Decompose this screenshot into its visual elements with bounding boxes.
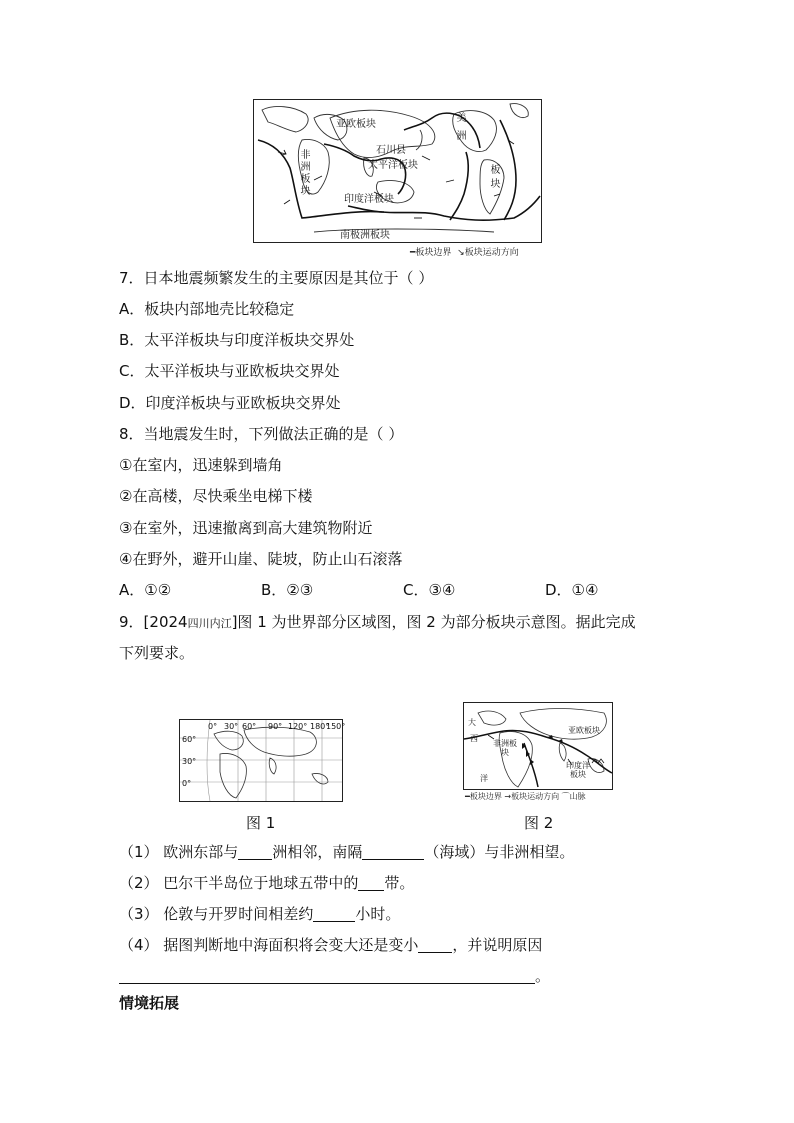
figure-2-legend bbox=[465, 791, 586, 802]
q9-sub-2 bbox=[119, 873, 414, 893]
q9-sub-1-b: 洲相邻，南隔 bbox=[272, 843, 363, 861]
plate-map bbox=[253, 99, 542, 243]
figure-1-drawing bbox=[180, 720, 342, 801]
fig2-label-indian bbox=[564, 761, 592, 779]
q9-sub-3-b: 小时。 bbox=[355, 905, 401, 923]
boundary-legend-icon: ━ bbox=[410, 248, 416, 258]
q9-sub-3-blank[interactable] bbox=[313, 905, 355, 922]
q9-stem-text: ]图 1 为世界部分区域图，图 2 为部分板块示意图。据此完成 bbox=[231, 613, 636, 631]
american-char-3: 板 bbox=[490, 165, 501, 176]
legend-motion: 板块运动方向 bbox=[464, 248, 519, 258]
fig1-lon-0: 0° bbox=[208, 722, 218, 731]
plate-map-legend bbox=[410, 245, 519, 258]
q9-sub-3 bbox=[119, 904, 400, 924]
fig1-lat-60: 60° bbox=[182, 735, 197, 744]
q7-option-c[interactable]: C．太平洋板块与亚欧板块交界处 bbox=[119, 362, 340, 380]
q9-sub-4-b: ，并说明原因 bbox=[452, 936, 543, 954]
fig2-legend-boundary: 板块边界 bbox=[469, 792, 502, 801]
q9-sub-3-a: （3） 伦敦与开罗时间相差约 bbox=[119, 905, 314, 923]
q8-item-3: ③在室外，迅速撤离到高大建筑物附近 bbox=[119, 519, 373, 537]
q8-options bbox=[119, 580, 687, 600]
american-char-1: 美 bbox=[456, 113, 467, 124]
q7-option-d[interactable]: D．印度洋板块与亚欧板块交界处 bbox=[119, 394, 341, 412]
label-pacific-plate: 太平洋板块 bbox=[368, 160, 418, 171]
q8-option-c[interactable]: C．③④ bbox=[403, 581, 456, 599]
figure-1-map bbox=[179, 719, 346, 802]
fig1-lon-150: 150° bbox=[326, 722, 346, 731]
fig1-lon-120: 120° bbox=[288, 722, 308, 731]
label-american-plate-bottom bbox=[490, 164, 501, 192]
african-char-3: 板 bbox=[300, 174, 311, 185]
q8-option-a[interactable]: A．①② bbox=[119, 581, 172, 599]
q8-option-d[interactable]: D．①④ bbox=[545, 581, 599, 599]
legend-boundary: 板块边界 bbox=[415, 248, 452, 258]
fig2-mountain-icon: ⌒ bbox=[561, 792, 570, 801]
fig2-legend-motion: 板块运动方向 bbox=[511, 792, 560, 801]
fig1-lon-90: 90° bbox=[268, 722, 283, 731]
q8-item-2: ②在高楼，尽快乘坐电梯下楼 bbox=[119, 487, 313, 505]
fig2-motion-icon: → bbox=[504, 792, 512, 801]
label-african-plate bbox=[300, 150, 311, 198]
q7-option-a[interactable]: A．板块内部地壳比较稳定 bbox=[119, 300, 295, 318]
fig2-label-african bbox=[490, 739, 520, 757]
fig1-lon-60: 60° bbox=[242, 722, 257, 731]
q9-end-mark: 。 bbox=[535, 967, 551, 985]
q9-sub-4 bbox=[119, 935, 542, 955]
fig2-african-text: 非洲板块 bbox=[493, 739, 517, 757]
q9-sub-1-blank-sea[interactable] bbox=[362, 843, 424, 860]
q8-option-b[interactable]: B．②③ bbox=[261, 581, 314, 599]
african-char-2: 洲 bbox=[300, 162, 311, 173]
american-char-2: 洲 bbox=[456, 131, 467, 142]
q8-stem: 8．当地震发生时，下列做法正确的是（ ） bbox=[119, 425, 404, 443]
label-american-plate-top bbox=[456, 110, 467, 146]
fig2-legend-mountain: 山脉 bbox=[569, 792, 586, 801]
label-antarctic-plate: 南极洲板块 bbox=[340, 230, 390, 241]
label-ishikawa: 石川县 bbox=[376, 145, 406, 156]
fig2-atlantic-1: 大 bbox=[468, 718, 476, 727]
q9-stem-line2: 下列要求。 bbox=[119, 644, 195, 662]
q7-option-b[interactable]: B．太平洋板块与印度洋板块交界处 bbox=[119, 331, 355, 349]
q9-stem bbox=[119, 612, 636, 634]
fig2-boundary-icon: ━ bbox=[465, 792, 470, 801]
q9-sub-4-a: （4） 据图判断地中海面积将会变大还是变小 bbox=[119, 936, 419, 954]
q9-sub-2-blank[interactable] bbox=[358, 874, 384, 891]
q9-sub-4-answer-line bbox=[119, 966, 550, 986]
african-char-4: 块 bbox=[300, 186, 311, 197]
figure-1-caption: 图 1 bbox=[246, 814, 276, 832]
q9-sub-4-blank[interactable] bbox=[418, 936, 452, 953]
q9-sub-1-a: （1） 欧洲东部与 bbox=[119, 843, 239, 861]
figure-2-map bbox=[463, 702, 613, 790]
fig2-atlantic-3: 洋 bbox=[480, 774, 488, 783]
fig2-atlantic-2: 西 bbox=[470, 734, 478, 743]
q7-stem: 7．日本地震频繁发生的主要原因是其位于（ ） bbox=[119, 269, 434, 287]
q9-sub-1-blank-continent[interactable] bbox=[238, 843, 272, 860]
american-char-4: 块 bbox=[490, 179, 501, 190]
q8-item-1: ①在室内，迅速躲到墙角 bbox=[119, 456, 283, 474]
fig2-indian-text: 印度洋板块 bbox=[566, 761, 590, 779]
african-char-1: 非 bbox=[300, 150, 311, 161]
q9-sub-2-a: （2） 巴尔干半岛位于地球五带中的 bbox=[119, 874, 359, 892]
motion-legend-icon: ↘ bbox=[457, 248, 465, 258]
label-eurasian-plate: 亚欧板块 bbox=[336, 119, 376, 130]
fig1-lon-180: 180° bbox=[310, 722, 330, 731]
q8-item-4: ④在野外，避开山崖、陡坡，防止山石滚落 bbox=[119, 550, 403, 568]
label-indian-plate: 印度洋板块 bbox=[344, 194, 394, 205]
q9-sub-1-c: （海域）与非洲相望。 bbox=[424, 843, 575, 861]
figure-2-caption: 图 2 bbox=[524, 814, 554, 832]
q9-sub-2-b: 带。 bbox=[384, 874, 415, 892]
q9-source: 四川内江 bbox=[187, 617, 232, 630]
fig2-label-eurasian: 亚欧板块 bbox=[568, 726, 600, 735]
q9-sub-1 bbox=[119, 842, 574, 862]
fig1-lat-30: 30° bbox=[182, 757, 197, 766]
q9-year: 9．[2024 bbox=[119, 613, 188, 631]
q9-sub-4-reason-blank[interactable] bbox=[119, 967, 535, 984]
fig1-lon-30: 30° bbox=[224, 722, 239, 731]
section-title: 情境拓展 bbox=[119, 994, 180, 1012]
fig1-lat-0: 0° bbox=[182, 779, 192, 788]
